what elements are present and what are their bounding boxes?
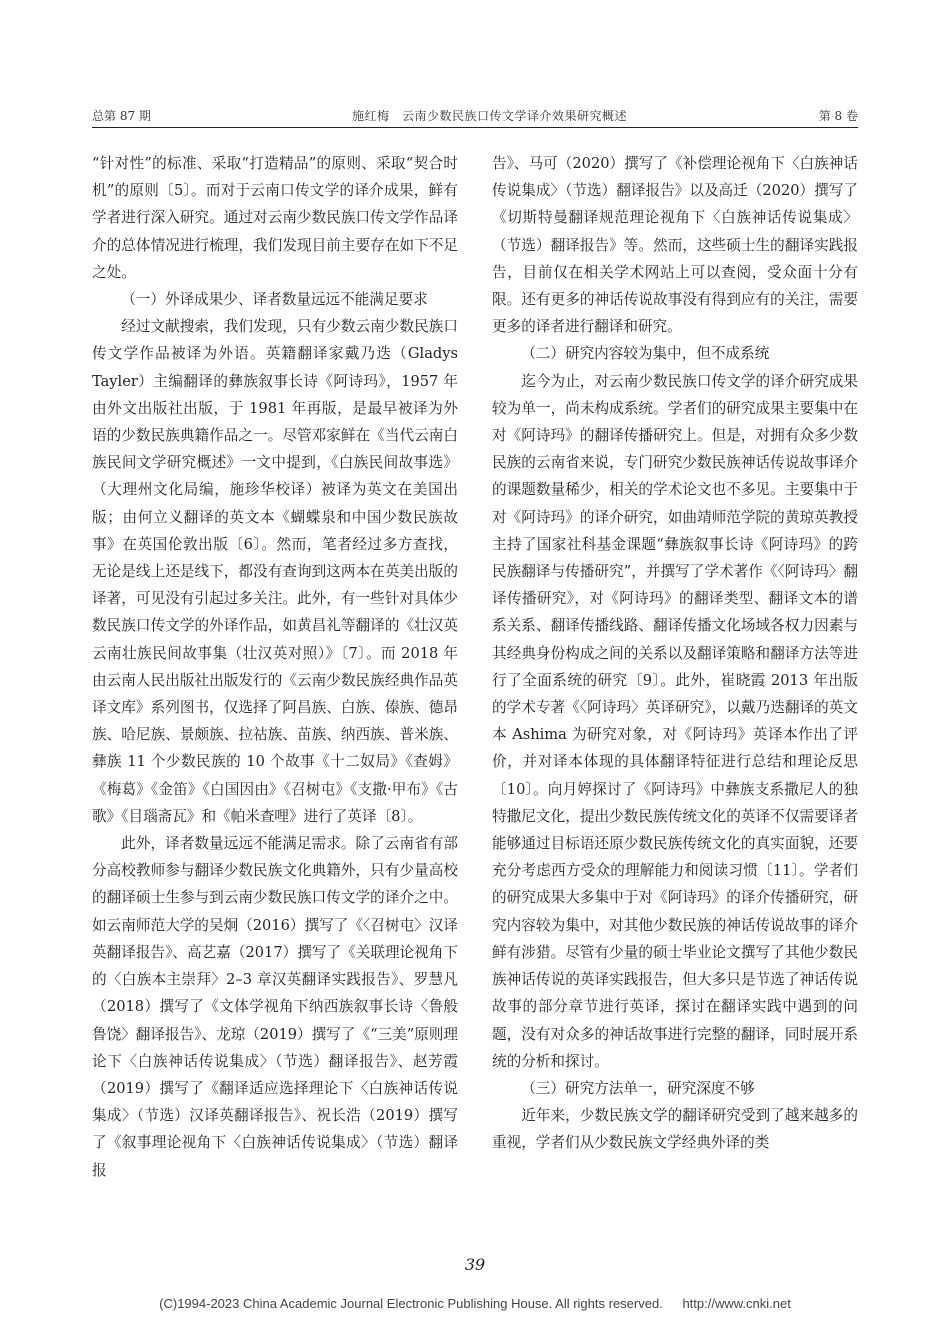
paragraph: 经过文献搜索，我们发现，只有少数云南少数民族口传文学作品被译为外语。英籍翻译家戴乃迭（Gladys Tayler）主编翻译的彝族叙事长诗《阿诗玛》，1957 年由外文出版社出版，于 1981 年再版，是最早被译为外语的少数民族典籍作品之一。尽管邓家鲜在《当代云南白族民间文学研究概述》一文中提到，《白族民间故事选》（大理州文化局编，施珍华校译）被译为英文在美国出版；由何立义翻译的英文本《蝴蝶泉和中国少数民族故事》在英国伦敦出版〔6〕。然而，笔者经过多方查找，无论是线上还是线下，都没有查询到这两本在英美出版的译著，可见没有引起过多关注。此外，有一些针对具体少数民族口传文学的外译作品，如黄昌礼等翻译的《壮汉英云南壮族民间故事集（壮汉英对照）》〔7〕。而 2018 年由云南人民出版社出版发行的《云南少数民族经典作品英译文库》系列图书，仅选择了阿昌族、白族、傣族、德昂族、哈尼族、景颇族、拉祜族、苗族、纳西族、普米族、彝族 11 个少数民族的 10 个故事《十二奴局》《查姆》《梅葛》《金笛》《白国因由》《召树屯》《支撒·甲布》《古歌》《目瑙斋瓦》和《帕米查哩》进行了英译〔8〕。 [92,318,458,825]
running-title: 施红梅 云南少数民族口传文学译介效果研究概述 [352,109,628,123]
section-heading: （三）研究方法单一，研究深度不够 [521,1079,755,1097]
section-heading: （一）外译成果少、译者数量远远不能满足要求 [121,291,428,309]
paragraph: 此外，译者数量远远不能满足需求。除了云南省有部分高校教师参与翻译少数民族文化典籍外，只有少量高校的翻译硕士生参与到云南少数民族口传文学的译介之中。如云南师范大学的吴炯（2016）撰写了《〈召树屯〉汉译英翻译报告》、高艺嘉（2017）撰写了《关联理论视角下的〈白族本主崇拜〉2–3 章汉英翻译实践报告》、罗慧凡（2018）撰写了《文体学视角下纳西族叙事长诗〈鲁般鲁饶〉翻译报告》、龙琼（2019）撰写了《“三美”原则理论下〈白族神话传说集成〉（节选）翻译报告》、赵芳霞（2019）撰写了《翻译适应选择理论下〈白族神话传说集成〉（节选）汉译英翻译报告》、祝长浩（2019）撰写了《叙事理论视角下〈白族神话传说集成〉（节选）翻译报 [92,835,458,1179]
paragraph: 告》、马可（2020）撰写了《补偿理论视角下〈白族神话传说集成〉（节选）翻译报告》以及高迁（2020）撰写了《切斯特曼翻译规范理论视角下〈白族神话传说集成〉（节选）翻译报告》等。然而，这些硕士生的翻译实践报告，目前仅在相关学术网站上可以查阅，受众面十分有限。还有更多的神话传说故事没有得到应有的关注，需要更多的译者进行翻译和研究。 [492,155,858,336]
page-number: 39 [464,1255,486,1274]
copyright-footer [0,1296,950,1311]
header-divider [92,127,858,128]
left-column [92,150,458,1184]
copyright-text: (C)1994-2023 China Academic Journal Electronic Publishing House. All rights reserved. [159,1296,663,1311]
paragraph: “针对性”的标准、采取“打造精品”的原则、采取“契合时机”的原则〔5〕。而对于云南口传文学的译介成果，鲜有学者进行深入研究。通过对云南少数民族口传文学作品译介的总体情况进行梳理，我们发现目前主要存在如下不足之处。 [92,155,458,281]
issue-number: 总第 87 期 [92,109,151,123]
paragraph: 迄今为止，对云南少数民族口传文学的译介研究成果较为单一，尚未构成系统。学者们的研究成果主要集中在对《阿诗玛》的翻译传播研究上。但是，对拥有众多少数民族的云南省来说，专门研究少数民族神话传说故事译介的课题数量稀少，相关的学术论文也不多见。主要集中于对《阿诗玛》的译介研究，如曲靖师范学院的黄琼英教授主持了国家社科基金课题“彝族叙事长诗《阿诗玛》的跨民族翻译与传播研究”，并撰写了学术著作《〈阿诗玛〉翻译传播研究》，对《阿诗玛》的翻译类型、翻译文本的谱系关系、翻译传播线路、翻译传播文化场域各权力因素与其经典身份构成之间的关系以及翻译策略和翻译方法等进行了全面系统的研究〔9〕。此外，崔晓霞 2013 年出版的学术专著《〈阿诗玛〉英译研究》，以戴乃迭翻译的英文本 Ashima 为研究对象，对《阿诗玛》英译本作出了评价，并对译本体现的具体翻译特征进行总结和理论反思〔10〕。向月婷探讨了《阿诗玛》中彝族支系撒尼人的独特撒尼文化，提出少数民族传统文化的英译不仅需要译者能够通过目标语还原少数民族传统文化的真实面貌，还要充分考虑西方受众的理解能力和阅读习惯〔11〕。学者们的研究成果大多集中于对《阿诗玛》的译介传播研究，研究内容较为集中，对其他少数民族的神话传说故事的译介鲜有涉猎。尽管有少量的硕士毕业论文撰写了其他少数民族神话传说的英译实践报告，但大多只是节选了神话传说故事的部分章节进行英译，探讨在翻译实践中遇到的问题，没有对众多的神话故事进行完整的翻译，同时展开系统的分析和探讨。 [492,372,858,1070]
right-column [492,150,858,1157]
paragraph: 近年来，少数民族文学的翻译研究受到了越来越多的重视，学者们从少数民族文学经典外译的类 [492,1107,858,1152]
publisher-link[interactable]: http://www.cnki.net [682,1296,791,1311]
section-heading: （二）研究内容较为集中，但不成系统 [521,345,770,363]
volume-number: 第 8 卷 [818,109,858,123]
running-header [92,103,858,125]
